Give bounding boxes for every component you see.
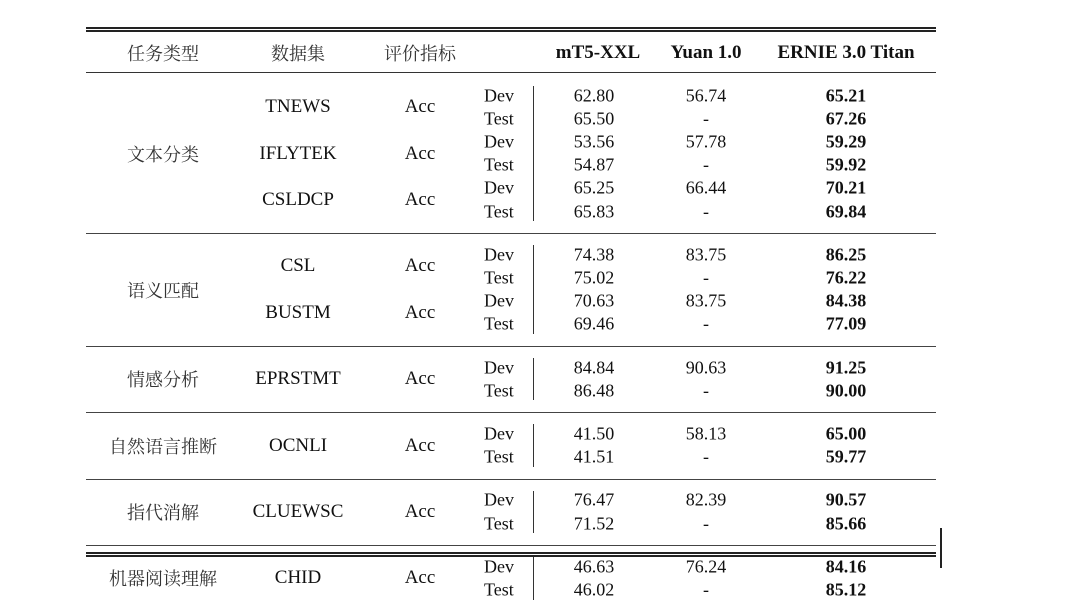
score-cell: 76.47 [573,489,615,510]
vertical-rule [940,528,942,568]
score-cell: 83.75 [685,290,727,311]
score-cell: - [703,380,709,401]
task-name: 文本分类 [127,144,199,166]
score-cell: 41.50 [573,423,615,444]
score-cell: 84.38 [825,290,867,311]
score-cell: 70.21 [825,177,867,198]
score-cell: 85.12 [825,579,867,600]
metric-name: Acc [404,301,436,323]
dataset-name: IFLYTEK [259,142,337,164]
score-cell: 91.25 [825,357,867,378]
score-cell: - [703,513,709,534]
split-label: Dev [484,423,514,444]
split-label: Test [484,267,514,288]
score-cell: 76.22 [825,267,867,288]
dataset-name: CSL [280,255,316,277]
task-name: 自然语言推断 [109,436,217,458]
score-cell: 57.78 [685,131,727,152]
task-name: 机器阅读理解 [109,569,217,591]
score-cell: 90.57 [825,489,867,510]
split-label: Dev [484,556,514,577]
task-name: 情感分析 [127,370,199,392]
split-label: Test [484,380,514,401]
header-model-yuan: Yuan 1.0 [670,42,742,63]
score-cell: 54.87 [573,154,615,175]
header-metric: 评价指标 [384,44,456,65]
score-cell: 46.63 [573,556,615,577]
score-cell: 65.00 [825,423,867,444]
metric-name: Acc [404,189,436,210]
split-divider [533,557,534,599]
score-cell: 69.46 [573,313,615,334]
split-label: Test [484,201,514,222]
dataset-name: TNEWS [265,96,331,118]
score-cell: 66.44 [685,177,727,198]
dataset-name: CHID [274,567,322,589]
split-label: Dev [484,244,514,265]
score-cell: 65.83 [573,201,615,222]
score-cell: 58.13 [685,423,727,444]
score-cell: 70.63 [573,290,615,311]
metric-name: Acc [404,434,436,456]
score-cell: - [703,267,709,288]
score-cell: 76.24 [685,556,727,577]
score-cell: 65.21 [825,85,867,106]
split-label: Test [484,313,514,334]
score-cell: 41.51 [573,446,615,467]
split-label: Test [484,108,514,129]
dataset-name: BUSTM [265,301,331,323]
split-divider [533,358,534,400]
score-cell: - [703,154,709,175]
split-label: Dev [484,290,514,311]
split-label: Dev [484,357,514,378]
split-divider [533,245,534,334]
split-label: Dev [484,131,514,152]
score-cell: 82.39 [685,489,727,510]
score-cell: - [703,108,709,129]
score-cell: 67.26 [825,108,867,129]
dataset-name: EPRSTMT [255,368,341,390]
score-cell: - [703,579,709,600]
metric-name: Acc [404,96,436,118]
header-task: 任务类型 [127,44,199,65]
score-cell: 75.02 [573,267,615,288]
score-cell: 56.74 [685,85,727,106]
dataset-name: CLUEWSC [252,501,344,522]
score-cell: 71.52 [573,513,615,534]
score-cell: 90.63 [685,357,727,378]
score-cell: 86.25 [825,244,867,265]
task-name: 语义匹配 [127,280,199,302]
score-cell: 59.77 [825,446,867,467]
dataset-name: OCNLI [268,434,328,456]
score-cell: 53.56 [573,131,615,152]
header-dataset: 数据集 [271,44,325,65]
score-cell: 46.02 [573,579,615,600]
score-cell: 65.25 [573,177,615,198]
split-label: Test [484,579,514,600]
task-name: 指代消解 [127,503,199,524]
metric-name: Acc [404,255,436,277]
metric-name: Acc [404,142,436,164]
split-label: Test [484,446,514,467]
score-cell: 77.09 [825,313,867,334]
score-cell: 62.80 [573,85,615,106]
split-divider [533,86,534,221]
score-cell: 84.84 [573,357,615,378]
score-cell: 59.29 [825,131,867,152]
metric-name: Acc [404,501,436,522]
split-label: Test [484,154,514,175]
header-model-ernie: ERNIE 3.0 Titan [777,42,915,63]
score-cell: 85.66 [825,513,867,534]
split-label: Dev [484,177,514,198]
score-cell: - [703,201,709,222]
split-divider [533,491,534,533]
score-cell: 69.84 [825,201,867,222]
metric-name: Acc [404,567,436,589]
score-cell: 65.50 [573,108,615,129]
score-cell: 83.75 [685,244,727,265]
score-cell: 86.48 [573,380,615,401]
dataset-name: CSLDCP [262,189,334,210]
score-cell: 84.16 [825,556,867,577]
split-divider [533,424,534,466]
score-cell: 90.00 [825,380,867,401]
split-label: Dev [484,489,514,510]
results-table [86,27,936,600]
score-cell: - [703,313,709,334]
split-label: Dev [484,85,514,106]
split-label: Test [484,513,514,534]
score-cell: 74.38 [573,244,615,265]
score-cell: - [703,446,709,467]
table-header [86,32,936,73]
header-model-mt5: mT5-XXL [555,42,641,63]
metric-name: Acc [404,368,436,390]
score-cell: 59.92 [825,154,867,175]
